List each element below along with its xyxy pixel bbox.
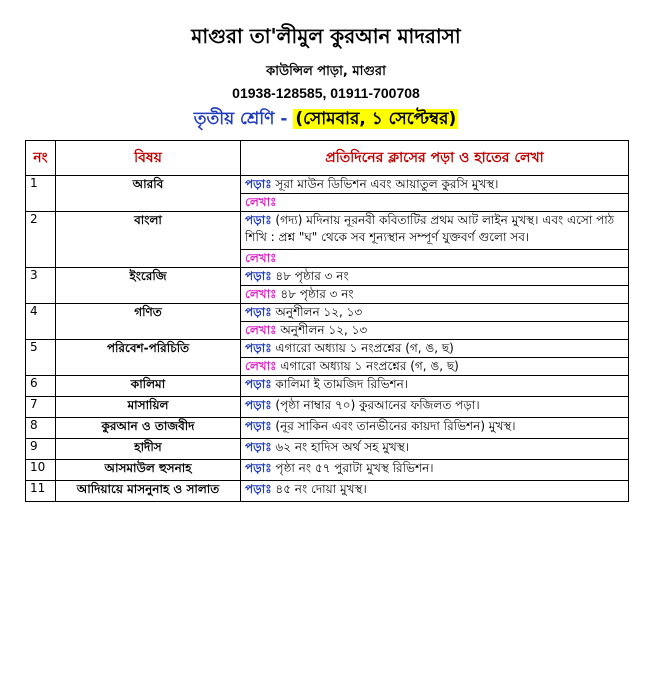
- reading-text: সূরা মাউন ডিভিশন এবং আয়াতুল কুরসি মুখস্থ।: [275, 177, 499, 191]
- table-row: [26, 376, 629, 397]
- reading-text: এগারো অধ্যায় ১ নংপ্রশ্নের (গ, ঙ, ছ): [275, 341, 454, 355]
- writing-label: লেখাঃ: [245, 359, 277, 373]
- school-name: মাগুরা তা'লীমুল কুরআন মাদরাসা: [191, 24, 461, 48]
- header-no: নং: [26, 141, 56, 176]
- table-row: [26, 340, 629, 358]
- reading-label: পড়াঃ: [245, 482, 272, 496]
- table-body: [26, 176, 629, 502]
- reading-text: পৃষ্ঠা নং ৫৭ পুরাটা মুখস্থ রিভিশন।: [275, 461, 434, 475]
- writing-label: লেখাঃ: [245, 287, 277, 301]
- row-subject: গণিত: [56, 304, 241, 340]
- row-number: 7: [26, 397, 56, 418]
- row-reading-task: [241, 376, 629, 397]
- row-subject: বাংলা: [56, 212, 241, 268]
- reading-label: পড়াঃ: [245, 461, 272, 475]
- phone-numbers: 01938-128585, 01911-700708: [232, 85, 420, 101]
- row-number: 1: [26, 176, 56, 212]
- table-row: [26, 481, 629, 502]
- row-number: 10: [26, 460, 56, 481]
- row-number: 6: [26, 376, 56, 397]
- table-row: [26, 418, 629, 439]
- row-reading-task: [241, 397, 629, 418]
- reading-text: ৪৫ নং দোয়া মুখস্থ।: [275, 482, 367, 496]
- reading-label: পড়াঃ: [245, 213, 272, 227]
- reading-label: পড়াঃ: [245, 377, 272, 391]
- reading-label: পড়াঃ: [245, 440, 272, 454]
- row-number: 2: [26, 212, 56, 268]
- reading-text: অনুশীলন ১২, ১৩: [275, 305, 363, 319]
- row-reading-task: [241, 212, 629, 250]
- row-reading-task: [241, 439, 629, 460]
- row-subject: ইংরেজি: [56, 268, 241, 304]
- table-header-row: [26, 141, 629, 176]
- reading-text: কালিমা ই তামজিদ রিভিশন।: [275, 377, 409, 391]
- reading-text: (গদ্য) মদিনায় নূরনবী কবিতাটির প্রথম আট লাইন মুখস্থ। এবং এসো পাঠ শিখি : প্রশ্ন "ঘ" থেকে সব শূন্যস্থান সম্পূর্ণ যুক্তবর্ণ গুলো সব।: [245, 213, 615, 244]
- table-row: [26, 397, 629, 418]
- row-reading-task: [241, 340, 629, 358]
- reading-label: পড়াঃ: [245, 177, 272, 191]
- writing-text: ৪৮ পৃষ্ঠার ৩ নং: [280, 287, 354, 301]
- reading-label: পড়াঃ: [245, 419, 272, 433]
- row-subject: আরবি: [56, 176, 241, 212]
- writing-label: লেখাঃ: [245, 251, 277, 265]
- table-row: [26, 268, 629, 286]
- row-reading-task: [241, 460, 629, 481]
- writing-label: লেখাঃ: [245, 195, 277, 209]
- row-subject: কালিমা: [56, 376, 241, 397]
- school-address: কাউন্সিল পাড়া, মাগুরা: [266, 64, 386, 79]
- row-subject: কুরআন ও তাজবীদ: [56, 418, 241, 439]
- row-writing-task: [241, 286, 629, 304]
- table-row: [26, 460, 629, 481]
- row-writing-task: [241, 322, 629, 340]
- table-row: [26, 304, 629, 322]
- row-number: 3: [26, 268, 56, 304]
- row-reading-task: [241, 176, 629, 194]
- row-subject: হাদীস: [56, 439, 241, 460]
- reading-text: (পৃষ্ঠা নাম্বার ৭০) কুরআনের ফজিলত পড়া।: [275, 398, 480, 412]
- header-subject: বিষয়: [56, 141, 241, 176]
- row-subject: আসমাউল হুসনাহ: [56, 460, 241, 481]
- table-row: [26, 176, 629, 194]
- row-writing-task: [241, 194, 629, 212]
- row-subject: আদিয়ায়ে মাসনুনাহ ও সালাত: [56, 481, 241, 502]
- row-number: 5: [26, 340, 56, 376]
- reading-text: ৪৮ পৃষ্ঠার ৩ নং: [275, 269, 349, 283]
- writing-label: লেখাঃ: [245, 323, 277, 337]
- class-and-date: [0, 106, 652, 134]
- table-row: [26, 439, 629, 460]
- writing-text: অনুশীলন ১২, ১৩: [280, 323, 368, 337]
- row-number: 9: [26, 439, 56, 460]
- row-number: 11: [26, 481, 56, 502]
- homework-table: [25, 140, 629, 502]
- row-writing-task: [241, 250, 629, 268]
- row-reading-task: [241, 418, 629, 439]
- row-number: 8: [26, 418, 56, 439]
- reading-text: (নূর সাকিন এবং তানভীনের কায়দা রিভিশন) মুখস্থ।: [275, 419, 516, 433]
- writing-text: এগারো অধ্যায় ১ নংপ্রশ্নের (গ, ঙ, ছ): [280, 359, 459, 373]
- reading-label: পড়াঃ: [245, 341, 272, 355]
- row-subject: মাসায়িল: [56, 397, 241, 418]
- class-name: তৃতীয় শ্রেণি -: [193, 109, 288, 129]
- reading-label: পড়াঃ: [245, 398, 272, 412]
- row-reading-task: [241, 304, 629, 322]
- table-row: [26, 212, 629, 250]
- row-reading-task: [241, 481, 629, 502]
- row-number: 4: [26, 304, 56, 340]
- row-subject: পরিবেশ-পরিচিতি: [56, 340, 241, 376]
- row-writing-task: [241, 358, 629, 376]
- reading-label: পড়াঃ: [245, 305, 272, 319]
- reading-label: পড়াঃ: [245, 269, 272, 283]
- header-work: প্রতিদিনের ক্লাসের পড়া ও হাতের লেখা: [241, 141, 629, 176]
- day-date: (সোমবার, ১ সেপ্টেম্বর): [295, 109, 457, 129]
- reading-text: ৬২ নং হাদিস অর্থ সহ মুখস্থ।: [275, 440, 410, 454]
- row-reading-task: [241, 268, 629, 286]
